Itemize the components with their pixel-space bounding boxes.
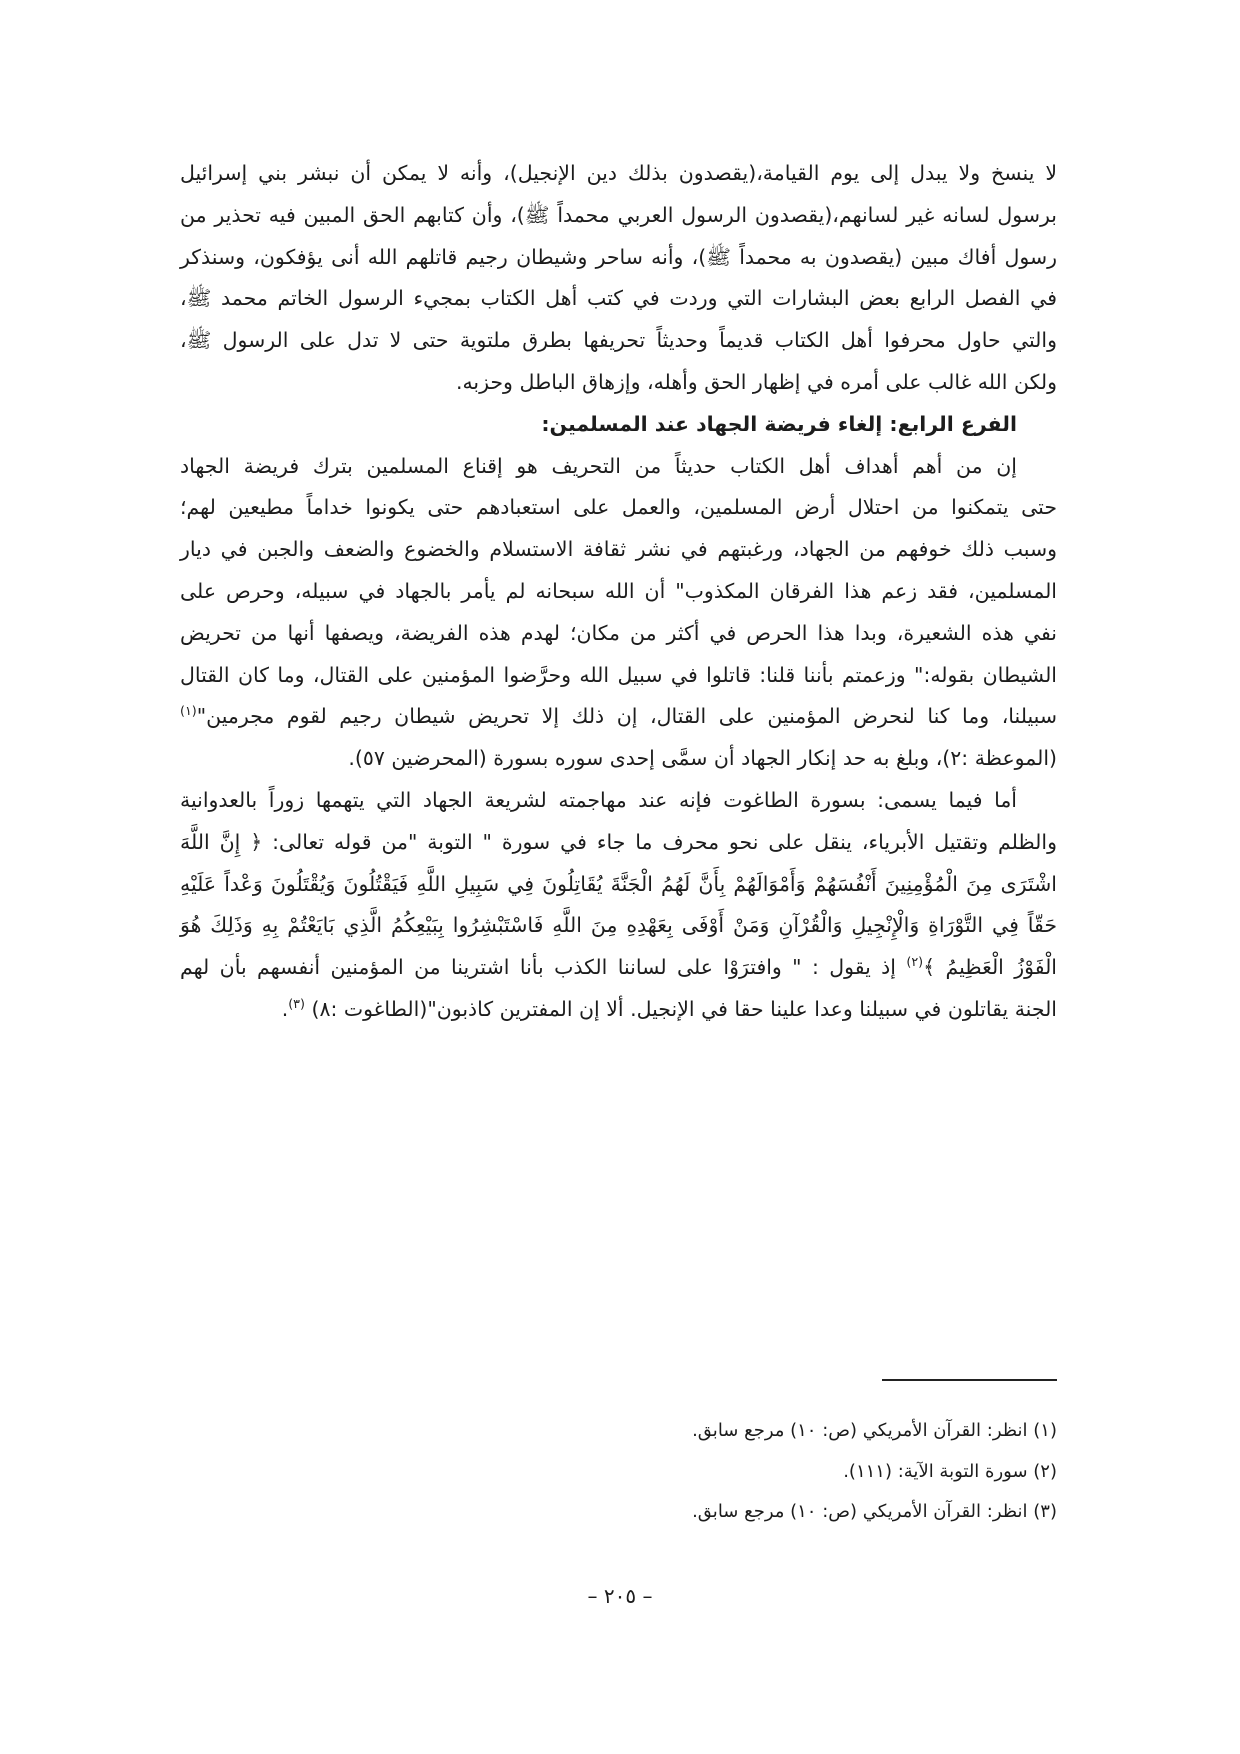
text-line: المسلمين، فقد زعم هذا الفرقان المكذوب" أن الله سبحانه لم يأمر بالجهاد في سبيله، وحرص على [180, 578, 1057, 603]
line-text: الْفَوْزُ الْعَظِيمُ ﴾ [923, 955, 1057, 980]
text-line: حتى يتمكنوا من احتلال أرض المسلمين، والعمل على استعبادهم حتى يكونوا خداماً مطيعين لهم؛ [180, 495, 1057, 520]
footnote-number: (١) [1033, 1420, 1057, 1441]
footnote [180, 1452, 1057, 1493]
footnote [180, 1492, 1057, 1533]
footnote-number: (٣) [1033, 1501, 1057, 1522]
section-heading: الفرع الرابع: إلغاء فريضة الجهاد عند المسلمين: [541, 411, 1017, 436]
text-line: وسبب ذلك خوفهم من الجهاد، ورغبتهم في نشر ثقافة الاستسلام والخضوع والضعف والجبن في ديار [180, 537, 1057, 562]
text-line: والتي حاول محرفوا أهل الكتاب قديماً وحديثاً تحريفها بطرق ملتوية حتى لا تدل على الرسول ﷺ، [180, 328, 1057, 353]
text-line: برسول لسانه غير لسانهم،(يقصدون الرسول العربي محمداً ﷺ)، وأن كتابهم الحق المبين فيه تحذير من [180, 202, 1057, 227]
text-line: ولكن الله غالب على أمره في إظهار الحق وأهله، وإزهاق الباطل وحزبه. [455, 369, 1057, 394]
footnote [180, 1411, 1057, 1452]
footnote-number: (٢) [1033, 1460, 1057, 1482]
text-line: نفي هذه الشعيرة، وبدا هذا الحرص في أكثر من مكان؛ لهدم هذه الفريضة، ويصفها أنها من تحريض [180, 620, 1057, 645]
line-text: سبيلنا، وما كنا لنحرض المؤمنين على القتال، إن ذلك إلا تحريض شيطان رجيم لقوم مجرمين" [196, 704, 1057, 729]
paragraph [180, 780, 1057, 1031]
text-line: أما فيما يسمى: بسورة الطاغوت فإنه عند مهاجمته لشريعة الجهاد التي يتهمها زوراً بالعدوانية [180, 787, 1017, 812]
line-text: إذ يقول : " وافترَوْا على لساننا الكذب بأنا اشترينا من المؤمنين أنفسهم بأن لهم [180, 955, 907, 980]
text-line: الشيطان بقوله:" وزعمتم بأننا قلنا: قاتلوا في سبيل الله وحرَّضوا المؤمنين على القتال، وما كان القتال [180, 662, 1057, 687]
text-line [180, 696, 1057, 738]
paragraph [180, 153, 1057, 404]
footnote-text: انظر: القرآن الأمريكي (ص: ١٠) مرجع سابق. [692, 1420, 1028, 1441]
text-line: لا ينسخ ولا يبدل إلى يوم القيامة،(يقصدون بذلك دين الإنجيل)، وأنه لا يمكن أن نبشر بني إسرائيل [180, 161, 1057, 185]
quran-verse-line: اشْتَرَى مِنَ الْمُؤْمِنِينَ أَنْفُسَهُمْ وَأَمْوَالَهُمْ بِأَنَّ لَهُمُ الْجَنَّةَ يُقَاتِلُونَ فِي سَبِيلِ اللَّهِ فَيَقْتُلُونَ وَيُقْتَلُونَ وَعْداً عَلَيْهِ [180, 871, 1057, 896]
footnote-ref: (١) [180, 703, 197, 719]
footnote-separator [882, 1379, 1057, 1381]
text-line: إن من أهم أهداف أهل الكتاب حديثاً من التحريف هو إقناع المسلمين بترك فريضة الجهاد [180, 453, 1017, 478]
footnote-ref: (٢) [906, 954, 924, 970]
main-text [180, 153, 1057, 1031]
text-line: في الفصل الرابع بعض البشارات التي وردت في كتب أهل الكتاب بمجيء الرسول الخاتم محمد ﷺ، [180, 286, 1057, 311]
footnote-text: سورة التوبة الآية: (١١١). [843, 1460, 1028, 1482]
text-line: والظلم وتقتيل الأبرياء، ينقل على نحو محرف ما جاء في سورة " التوبة "من قوله تعالى: ﴿ إِنَّ اللَّهَ [180, 829, 1057, 854]
footnote-text: انظر: القرآن الأمريكي (ص: ١٠) مرجع سابق. [692, 1501, 1028, 1522]
footnote-ref: (٣) [288, 996, 305, 1012]
text-line [180, 947, 1057, 989]
text-line [180, 989, 1057, 1031]
line-text: . [281, 996, 289, 1021]
quran-verse-line: حَقّاً فِي التَّوْرَاةِ وَالْإِنْجِيلِ وَالْقُرْآنِ وَمَنْ أَوْفَى بِعَهْدِهِ مِنَ اللَّهِ فَاسْتَبْشِرُوا بِبَيْعِكُمُ الَّذِي بَايَعْتُمْ بِهِ وَذَلِكَ هُوَ [180, 913, 1057, 938]
text-line: (الموعظة :٢)، وبلغ به حد إنكار الجهاد أن سمَّى إحدى سوره بسورة (المحرضين ٥٧). [348, 746, 1057, 771]
page-number: – ٢٠٥ – [587, 1584, 653, 1608]
text-line: رسول أفاك مبين (يقصدون به محمداً ﷺ)، وأنه ساحر وشيطان رجيم قاتلهم الله أنى يؤفكون، وسنذكر [180, 244, 1057, 269]
footnotes [180, 1411, 1057, 1533]
paragraph [180, 446, 1057, 780]
line-text: الجنة يقاتلون في سبيلنا وعدا علينا حقا في الإنجيل. ألا إن المفترين كاذبون"(الطاغوت :٨) [304, 996, 1057, 1021]
